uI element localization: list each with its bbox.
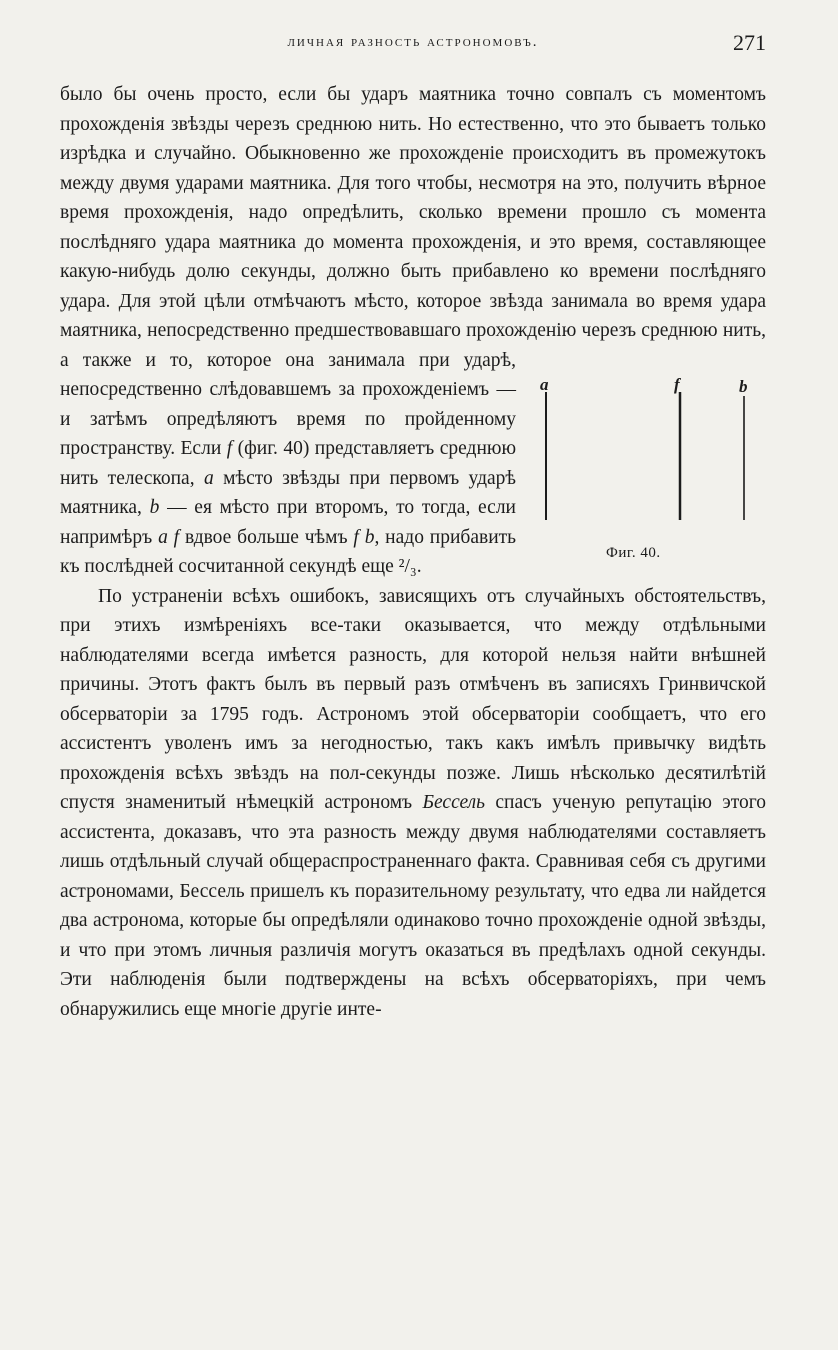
symbol-f: f [226,438,233,459]
figure-40-drawing [534,348,766,570]
paragraph-1-wrap-2: (фиг. 40) представляетъ среднюю нить телескопа, [60,438,517,489]
symbol-af: a f [158,526,180,548]
paragraph-1-wrap-6: , надо прибавить къ послѣдней сосчитанной секундѣ еще [60,526,517,577]
name-bessel: Бессель [422,792,486,813]
page-number: 271 [733,30,766,55]
paragraph-1-wrap-5: вдвое больше чѣмъ [184,526,348,548]
body-text [60,80,766,1024]
figure-label-b: b [739,376,748,396]
paragraph-1-wrap-1: а также и то, которое она занимала при ударѣ, непосредственно слѣдовавшемъ за прохожденіемъ — и затѣмъ опредѣляютъ время по пройденному пространству. Если [60,349,516,459]
symbol-b: b [149,497,160,518]
paragraph-2 [60,582,766,1025]
paragraph-1-wrap-4: — ея мѣсто при второмъ, то тогда, если напримѣръ [60,497,516,548]
fraction-two-thirds: ²/₃ [398,556,417,577]
figure-40 [534,348,766,570]
figure-label-f: f [674,374,680,394]
paragraph-2-start: По устраненіи всѣхъ ошибокъ, зависящихъ отъ случайныхъ обстоятельствъ, при этихъ измѣреніяхъ все-таки оказывается, что между отдѣльными наблюдателями всегда имѣется разность, для которой нельзя найти внѣшней причины. Этотъ фактъ былъ въ первый разъ отмѣченъ въ записяхъ Гринвичской обсерваторіи за 1795 годъ. Астрономъ этой обсерваторіи сообщаетъ, что его ассистентъ уволенъ имъ за негодностью, такъ какъ имѣлъ привычку видѣть прохожденія всѣхъ звѣздъ на пол-секунды позже. Лишь нѣсколько десятилѣтій спустя знаменитый нѣмецкій астрономъ [60,585,766,813]
paragraph-2-end: спасъ ученую репутацію этого ассистента, доказавъ, что эта разность между двумя наблюдателями составляетъ лишь отдѣльный случай общераспространеннаго факта. Сравнивая себя съ другими астрономами, Бессель пришелъ къ поразительному результату, что едва ли найдется два астронома, которые бы опредѣляли одинаково точно прохожденіе одной звѣзды, и что при этомъ личныя различія могутъ оказаться въ предѣлахъ одной секунды. Эти наблюденія были подтверждены на всѣхъ обсерваторіяхъ, при чемъ обнаружились еще многіе другіе инте- [60,792,767,1020]
paragraph-1-end: . [416,556,422,577]
figure-caption: Фиг. 40. [606,544,661,561]
symbol-fb: f b [353,526,375,548]
running-head [60,30,766,56]
paragraph-1 [60,80,766,582]
paragraph-1-wrap-3: мѣсто звѣзды при первомъ ударѣ маятника, [60,467,516,518]
running-title: личная разность астрономовъ. [287,34,539,50]
figure-label-a: a [540,374,549,394]
paragraph-1-lead: было бы очень просто, если бы ударъ маятника точно совпалъ съ моментомъ прохожденія звѣзды черезъ среднюю нить. Но естественно, что это бываетъ только изрѣдка и случайно. Обыкновенно же прохожденіе происходитъ въ промежутокъ между двумя ударами маятника. Для того чтобы, несмотря на это, получить вѣрное время прохожденія, надо опредѣлить, сколько времени прошло съ момента послѣдняго удара маятника до момента прохожденія, и это время, составляющее какую-нибудь долю секунды, должно быть прибавлено ко времени послѣдняго удара. Для этой цѣли отмѣчаютъ мѣсто, которое звѣзда занимала во время удара маятника, непосредственно предшествовавшаго прохожденію черезъ среднюю нить, [60,84,766,341]
symbol-a: a [204,467,214,489]
